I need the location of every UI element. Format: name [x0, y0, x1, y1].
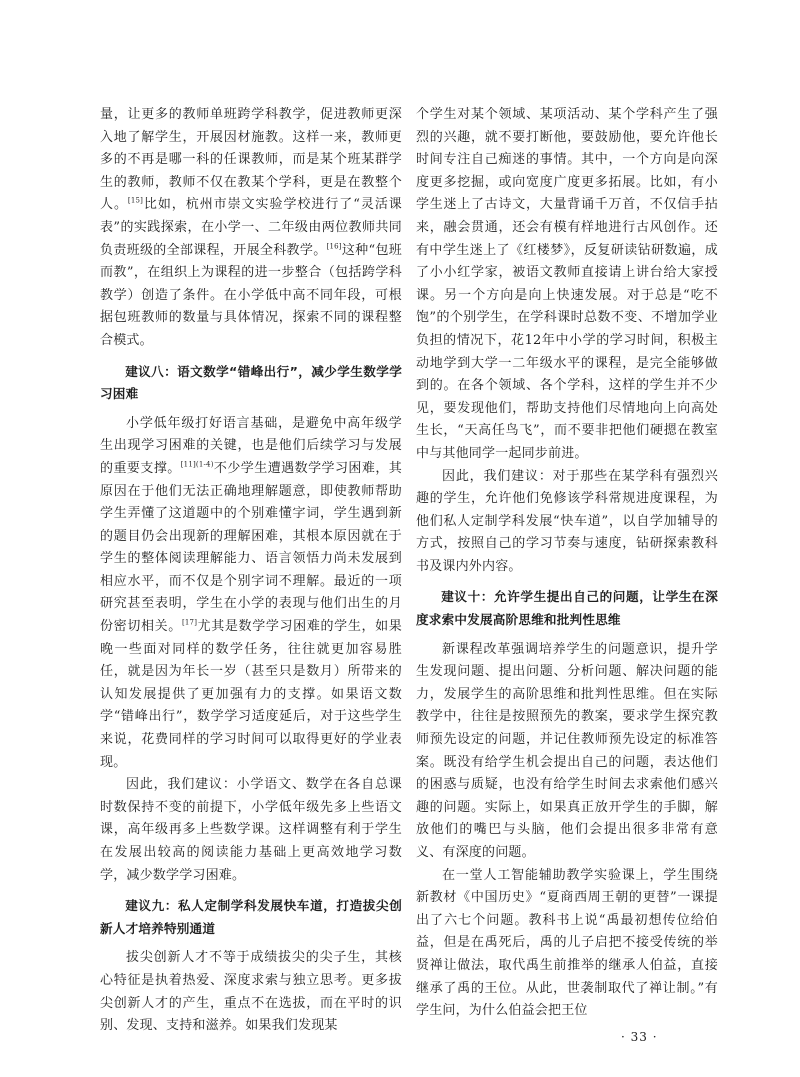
- paragraph-text: 这种“包班而教”，在组织上为课程的进一步整合（包括跨学科教学）创造了条件。在小学低中高不同年段，可根据包班教师的数量与具体情况，探索不同的课程整合模式。: [100, 242, 402, 348]
- paragraph-text: 量，让更多的教师单班跨学科教学，促进教师更深入地了解学生，开展因材施教。这样一来，教师更多的不再是哪一科的任课教师，而是某个班某群学生的教师，教师不仅在教某个学科，更是在教整个人。: [100, 107, 402, 213]
- paragraph: 因此，我们建议：对于那些在某学科有强烈兴趣的学生，允许他们免修该学科常规进度课程，为他们私人定制学科发展“快车道”，以自学加辅导的方式，按照自己的学习节奏与速度，钻研探索教科书及课内外内容。: [416, 468, 718, 574]
- paragraph: 新课程改革强调培养学生的问题意识，提升学生发现问题、提出问题、分析问题、解决问题的能力，发展学生的高阶思维和批判性思维。但在实际教学中，往往是按照预先的教案，要求学生探究教师预先设定的问题，并记住教师预先设定的标准答案。既没有给学生机会提出自己的问题，表达他们的困惑与质疑，也没有给学生时间去求索他们感兴趣的问题。实际上，如果真正放开学生的手脚，解放他们的嘴巴与头脑，他们会提出很多非常有意义、有深度的问题。: [416, 641, 718, 860]
- citation-ref: [17]: [181, 618, 198, 627]
- page-number: · 33 ·: [621, 1030, 658, 1044]
- paragraph: 在一堂人工智能辅助教学实验课上，学生围绕新教材《中国历史》“夏商西周王朝的更替”一课提出了六七个问题。教科书上说“禹最初想传位给伯益，但是在禹死后，禹的儿子启把不接受传统的举贤禅让做法，取代禹生前推举的继承人伯益，直接继承了禹的王位。从此，世袭制取代了禅让制。”有学生问，为什么伯益会把王位: [416, 867, 718, 1019]
- right-column: [416, 104, 718, 1023]
- section-heading-9: 建议九：私人定制学科发展快车道，打造拔尖创新人才培养特别通道: [100, 898, 402, 936]
- citation-ref: [16]: [326, 242, 342, 251]
- paragraph: [100, 413, 402, 775]
- paragraph-text: 小学低年级打好语言基础，是避免中高年级学生出现学习困难的关键，也是他们后续学习与发展的重要支撑。: [100, 415, 402, 476]
- paragraph-text: 比如，杭州市崇文实验学校进行了“灵活课表”的实践探索，在小学一、二年级由两位教师共同负责班级的全部课程，开展全科教学。: [100, 197, 402, 258]
- paragraph: 因此，我们建议：小学语文、数学在各自总课时数保持不变的前提下，小学低年级先多上些语文课，高年级再多上些数学课。这样调整有利于学生在发展出较高的阅读能力基础上更高效地学习数学，减少数学学习困难。: [100, 777, 402, 883]
- citation-ref: [15]: [127, 197, 144, 206]
- section-heading-10: 建议十：允许学生提出自己的问题，让学生在深度求索中发展高阶思维和批判性思维: [416, 589, 718, 628]
- paragraph: 个学生对某个领域、某项活动、某个学科产生了强烈的兴趣，就不要打断他，要鼓励他，要允许他长时间专注自己痴迷的事情。其中，一个方向是向深度更多挖掘，或向宽度广度更多拓展。比如，有小学生迷上了古诗文，大量背诵千万首，不仅信手拈来，融会贯通，还会有模有样地进行古风创作。还有中学生迷上了《红楼梦》，反复研读钻研数遍，成了小小红学家，被语文教师直接请上讲台给大家授课。另一个方向是向上快速发展。对于总是“吃不饱”的个别学生，在学科课时总数不变、不增加学业负担的情况下，花12年中小学的学习时间，积极主动地学到大学一二年级水平的课程，是完全能够做到的。在各个领域、各个学科，这样的学生并不少见，要发现他们，帮助支持他们尽情地向上向高处生长，“天高任鸟飞”，而不要非把他们硬摁在教室中与其他同学一起同步前进。: [416, 107, 718, 461]
- section-heading-8: 建议八：语文数学“错峰出行”，减少学生数学学习困难: [100, 363, 402, 402]
- paragraph: 拔尖创新人才不等于成绩拔尖的尖子生，其核心特征是执着热爱、深度求索与独立思考。更多拔尖创新人才的产生，重点不在选拔，而在平时的识别、发现、支持和滋养。如果我们发现某: [100, 950, 402, 1034]
- paragraph: [100, 104, 402, 353]
- left-column: [100, 104, 402, 1038]
- paragraph-text: 尤其是数学学习困难的学生，如果晚一些面对同样的数学任务，往往就更加容易胜任，就是因为年长一岁（甚至只是数月）所带来的认知发展提供了更加强有力的支撑。如果语文数学“错峰出行”，数学学习适度延后，对于这些学生来说，花费同样的学习时间可以取得更好的学业表现。: [100, 619, 402, 770]
- citation-ref: [11](1-4): [180, 460, 214, 469]
- paragraph-text: 不少学生遭遇数学学习困难，其原因在于他们无法正确地理解题意，即使教师帮助学生弄懂了这道题中的个别难懂字词，学生遇到新的题目仍会出现新的理解困难，其根本原因就在于学生的整体阅读理解能力、语言领悟力尚未发展到相应水平，而不仅是个别字词不理解。最近的一项研究甚至表明，学生在小学的表现与他们出生的月份密切相关。: [100, 460, 402, 635]
